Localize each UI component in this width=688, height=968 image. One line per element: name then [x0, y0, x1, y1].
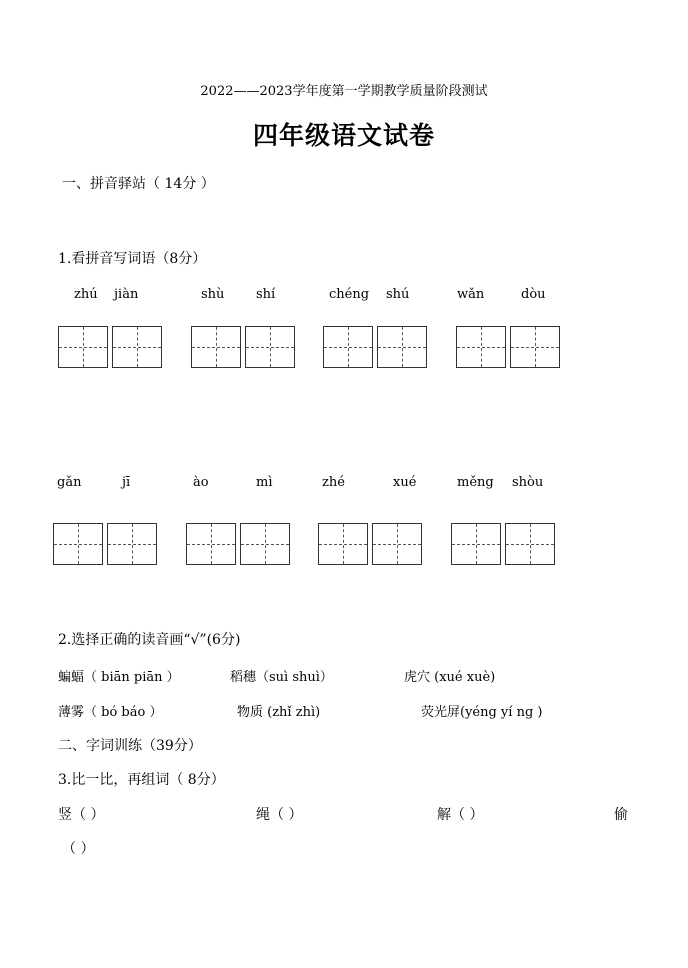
- pinyin: jiàn: [114, 287, 139, 302]
- compare-item[interactable]: 绳（ ）: [256, 807, 303, 823]
- writing-grid[interactable]: [456, 326, 564, 368]
- tian-cell[interactable]: [112, 326, 162, 368]
- tian-cell[interactable]: [456, 326, 506, 368]
- tian-cell[interactable]: [505, 523, 555, 565]
- writing-grid[interactable]: [191, 326, 299, 368]
- section-1-heading: 一、拼音驿站（ 14分 ）: [62, 176, 215, 192]
- tian-cell[interactable]: [191, 326, 241, 368]
- pinyin: shòu: [512, 475, 544, 490]
- compare-item[interactable]: 解（ ）: [437, 807, 484, 823]
- choice-item[interactable]: 稻穗（suì shuì）: [230, 670, 333, 685]
- pinyin: ào: [193, 475, 209, 490]
- exam-title: 四年级语文试卷: [252, 121, 435, 150]
- compare-item[interactable]: 偷: [614, 807, 628, 823]
- tian-cell[interactable]: [510, 326, 560, 368]
- pinyin: shù: [201, 287, 225, 302]
- pinyin: zhú: [74, 287, 98, 302]
- writing-grid[interactable]: [318, 523, 426, 565]
- pinyin: gǎn: [57, 475, 82, 490]
- writing-grid[interactable]: [451, 523, 559, 565]
- pinyin: shú: [386, 287, 410, 302]
- writing-grid[interactable]: [186, 523, 294, 565]
- tian-cell[interactable]: [53, 523, 103, 565]
- choice-item[interactable]: 荧光屏(yéng yí ng ): [421, 705, 543, 720]
- compare-item-blank[interactable]: （ ）: [62, 841, 95, 857]
- tian-cell[interactable]: [240, 523, 290, 565]
- pinyin: zhé: [322, 475, 345, 490]
- tian-cell[interactable]: [58, 326, 108, 368]
- exam-subtitle: 2022——2023学年度第一学期教学质量阶段测试: [200, 84, 488, 99]
- pinyin: jī: [122, 475, 131, 490]
- choice-item[interactable]: 蝙蝠（ biān piān ）: [58, 670, 180, 685]
- tian-cell[interactable]: [372, 523, 422, 565]
- writing-grid[interactable]: [58, 326, 166, 368]
- compare-item[interactable]: 竖（ ）: [58, 807, 105, 823]
- question-3-label: 3.比一比，再组词（ 8分）: [58, 772, 225, 788]
- pinyin: wǎn: [457, 287, 485, 302]
- choice-item[interactable]: 物质 (zhǐ zhì): [237, 705, 321, 720]
- pinyin: mì: [256, 475, 273, 490]
- pinyin: dòu: [521, 287, 546, 302]
- tian-cell[interactable]: [451, 523, 501, 565]
- tian-cell[interactable]: [323, 326, 373, 368]
- question-1-label: 1.看拼音写词语（8分）: [58, 251, 207, 267]
- tian-cell[interactable]: [186, 523, 236, 565]
- tian-cell[interactable]: [318, 523, 368, 565]
- tian-cell[interactable]: [377, 326, 427, 368]
- writing-grid[interactable]: [53, 523, 161, 565]
- tian-cell[interactable]: [107, 523, 157, 565]
- choice-item[interactable]: 虎穴 (xué xuè): [404, 670, 496, 685]
- pinyin: měng: [457, 475, 494, 490]
- choice-item[interactable]: 薄雾（ bó báo ）: [58, 705, 163, 720]
- question-2-label: 2.选择正确的读音画“√”(6分): [58, 632, 241, 648]
- pinyin: chéng: [329, 287, 370, 302]
- writing-grid[interactable]: [323, 326, 431, 368]
- pinyin: shí: [256, 287, 276, 302]
- pinyin: xué: [393, 475, 417, 490]
- tian-cell[interactable]: [245, 326, 295, 368]
- section-2-heading: 二、字词训练（39分）: [58, 738, 202, 754]
